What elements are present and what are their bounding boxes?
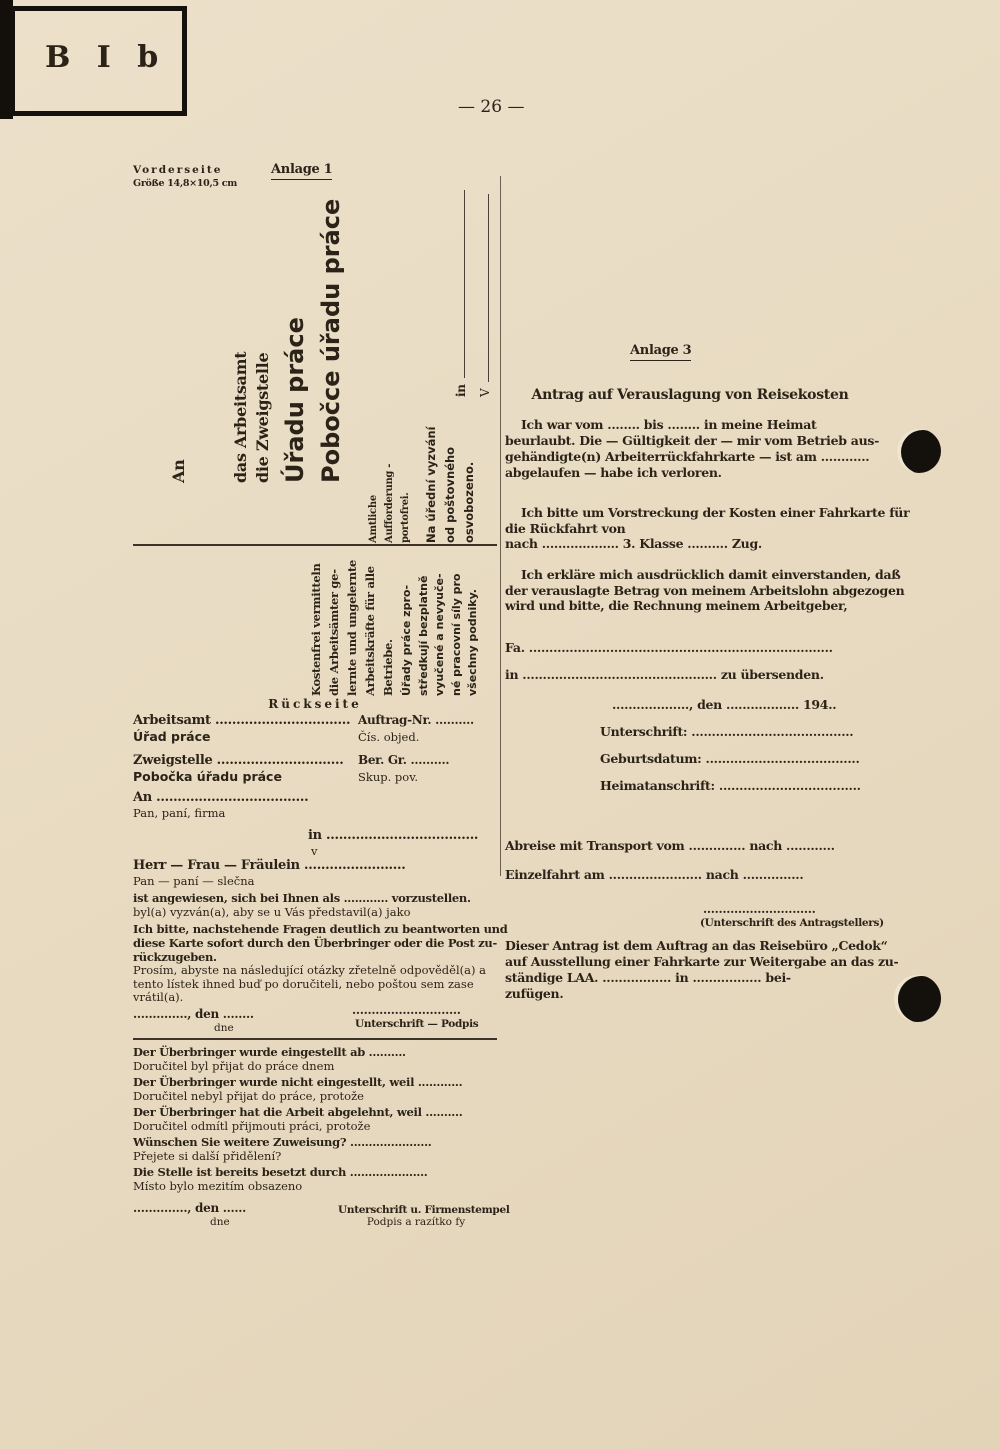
hole-punch-top bbox=[897, 429, 941, 473]
back-auftrag-nr: Auftrag-Nr. .......... bbox=[358, 713, 474, 727]
question-cs: Přejete si další přidělení? bbox=[133, 1149, 282, 1163]
front-v-label: V bbox=[478, 388, 492, 397]
anlage3-unterschrift: Unterschrift: ........................................ bbox=[600, 724, 854, 739]
anlage1-notice bbox=[305, 548, 483, 696]
front-franking-de bbox=[366, 464, 414, 543]
notice-cs-line: vyučené a nevyuče- bbox=[433, 573, 446, 696]
classification-label: B I b bbox=[45, 40, 167, 75]
page-number: — 26 — bbox=[458, 97, 525, 117]
divider-front-back bbox=[133, 544, 497, 546]
back-signature-label: Unterschrift — Podpis bbox=[355, 1018, 479, 1030]
notice-de-line: Kostenfrei vermitteln bbox=[309, 563, 323, 696]
back-herr-line: Herr — Frau — Fräulein ........................ bbox=[133, 858, 406, 873]
footer-sig-line2: Podpis a razítko fy bbox=[366, 1216, 466, 1228]
front-pobocce: Pobočce úřadu práce bbox=[317, 198, 345, 483]
footer-sig-line1: Unterschrift u. Firmenstempel bbox=[338, 1204, 510, 1216]
franking-de-line: Amtliche bbox=[368, 495, 379, 543]
anlage3-closing bbox=[505, 938, 898, 1002]
closing-line: ständige LAA. ................. in ................. bei- bbox=[505, 970, 791, 985]
front-an: An bbox=[169, 459, 188, 483]
anlage3-heading: Antrag auf Verauslagung von Reisekosten bbox=[531, 387, 849, 403]
front-urad-prace: Úřadu práce bbox=[281, 317, 309, 483]
para1-line: beurlaubt. Die — Gültigkeit der — mir vom Betrieb aus- bbox=[505, 433, 879, 448]
anlage1-title: Anlage 1 bbox=[271, 163, 332, 180]
back-request-cs bbox=[133, 964, 486, 1005]
question-de: Der Überbringer wurde eingestellt ab .......... bbox=[133, 1045, 406, 1059]
question-de: Der Überbringer wurde nicht eingestellt, weil ............ bbox=[133, 1075, 463, 1089]
notice-de bbox=[307, 560, 397, 696]
closing-line: zufügen. bbox=[505, 986, 564, 1001]
front-in-blank-line bbox=[454, 190, 465, 378]
anlage1-back-label: Rückseite bbox=[268, 697, 362, 711]
anlage3-sig-label: (Unterschrift des Antragstellers) bbox=[700, 917, 884, 929]
back-date-sub: dne bbox=[214, 1022, 234, 1034]
front-zweigstelle: die Zweigstelle bbox=[253, 352, 272, 483]
back-request-de bbox=[133, 922, 507, 964]
back-zweigstelle-line: Zweigstelle .............................. bbox=[133, 753, 344, 768]
anlage3-fa-line: Fa. ........................................................................... bbox=[505, 640, 833, 655]
request-de-line: rückzugeben. bbox=[133, 950, 217, 964]
request-cs-line: vrátil(a). bbox=[133, 990, 184, 1004]
request-cs-line: tento lístek ihned buď po doručiteli, nebo poštou sem zase bbox=[133, 976, 474, 991]
para2-line: nach ................... 3. Klasse .......... Zug. bbox=[505, 536, 762, 551]
anlage1-corner-size: Größe 14,8×10,5 cm bbox=[133, 178, 238, 189]
anlage3-in-line: in ................................................ zu übersenden. bbox=[505, 667, 824, 682]
question-cs: Místo bylo mezitím obsazeno bbox=[133, 1179, 303, 1193]
front-franking-cs bbox=[422, 427, 479, 543]
back-ber-gr: Ber. Gr. .......... bbox=[358, 753, 450, 767]
para1-line: gehändigte(n) Arbeiterrückfahrkarte — ist am ............ bbox=[505, 449, 870, 464]
notice-de-line: die Arbeitsämter ge- bbox=[327, 569, 341, 696]
para2-line: die Rückfahrt von bbox=[505, 520, 626, 536]
anlage3-para3 bbox=[505, 567, 904, 614]
notice-cs-line: všechny podniky. bbox=[466, 589, 479, 696]
anlage3-para2 bbox=[505, 505, 909, 552]
back-in-sub: v bbox=[311, 844, 318, 858]
request-de-line: diese Karte sofort durch den Überbringer oder die Post zu- bbox=[133, 936, 497, 950]
anlage1-front-rotated bbox=[140, 180, 495, 545]
front-arbeitsamt: das Arbeitsamt bbox=[231, 351, 250, 483]
question-de: Die Stelle ist bereits besetzt durch ..................... bbox=[133, 1165, 428, 1179]
notice-cs-line: né pracovní síly pro bbox=[449, 573, 463, 696]
question-cs: Doručitel odmítl přijmouti práci, protože bbox=[133, 1119, 371, 1133]
footer-date-sub: dne bbox=[210, 1216, 230, 1228]
franking-cs-line: osvobozeno. bbox=[462, 461, 476, 543]
para1-line: Ich war vom ........ bis ........ in meine Heimat bbox=[521, 417, 817, 432]
back-signature-dots: ............................ bbox=[352, 1003, 461, 1017]
franking-de-line: portofrei. bbox=[400, 492, 411, 543]
notice-cs-line: středkují bezplatně bbox=[416, 575, 430, 696]
classification-box bbox=[10, 6, 187, 116]
front-in-label: in bbox=[454, 384, 468, 397]
back-cis-objed: Čís. objed. bbox=[358, 730, 420, 744]
para3-line: wird und bitte, die Rechnung meinem Arbeitgeber, bbox=[505, 598, 848, 613]
footer-date-line: .............., den ...... bbox=[133, 1201, 247, 1215]
anlage3-sig-dots: ............................. bbox=[703, 902, 816, 916]
back-an-sub: Pan, paní, firma bbox=[133, 806, 226, 820]
hole-punch-bottom bbox=[894, 975, 941, 1022]
back-urad-prace: Úřad práce bbox=[133, 729, 211, 744]
franking-de-line: Aufforderung - bbox=[384, 463, 395, 543]
franking-cs-line: od poštovného bbox=[443, 446, 457, 543]
anlage1-notice-rotated bbox=[305, 548, 483, 696]
back-in-line: in .................................... bbox=[308, 828, 479, 843]
anlage1-corner-label: Vorderseite bbox=[133, 164, 223, 176]
back-arbeitsamt-line: Arbeitsamt ................................ bbox=[133, 713, 351, 728]
column-divider bbox=[500, 176, 501, 876]
back-skup-pov: Skup. pov. bbox=[358, 770, 418, 784]
notice-de-line: Arbeitskräfte für alle bbox=[363, 566, 377, 696]
back-pobocka: Pobočka úřadu práce bbox=[133, 769, 282, 784]
anlage3-date-line: ..................., den .................. 194.. bbox=[612, 697, 837, 712]
question-cs: Doručitel byl přijat do práce dnem bbox=[133, 1059, 335, 1073]
question-de: Der Überbringer hat die Arbeit abgelehnt, weil .......... bbox=[133, 1105, 463, 1119]
franking-cs-line: Na úřední vyzvání bbox=[424, 426, 438, 543]
back-angewiesen-cs: byl(a) vyzván(a), aby se u Vás představil(a) jako bbox=[133, 905, 411, 919]
para1-line: abgelaufen — habe ich verloren. bbox=[505, 465, 722, 480]
divider-questions bbox=[133, 1038, 497, 1040]
notice-cs bbox=[399, 573, 482, 696]
notice-de-line: Betriebe. bbox=[381, 639, 395, 696]
back-herr-sub: Pan — paní — slečna bbox=[133, 874, 255, 888]
question-de: Wünschen Sie weitere Zuweisung? ...................... bbox=[133, 1135, 432, 1149]
request-cs-line: Prosím, abyste na následující otázky zřetelně odpověděl(a) a bbox=[133, 963, 486, 977]
para3-line: Ich erkläre mich ausdrücklich damit einverstanden, daß bbox=[521, 567, 901, 582]
front-v-blank-line bbox=[478, 194, 489, 382]
anlage3-einzelfahrt: Einzelfahrt am ....................... nach ............... bbox=[505, 867, 804, 882]
anlage3-geburtsdatum: Geburtsdatum: ...................................... bbox=[600, 751, 860, 766]
para2-line: Ich bitte um Vorstreckung der Kosten einer Fahrkarte für bbox=[521, 505, 910, 520]
closing-line: Dieser Antrag ist dem Auftrag an das Reisebüro „Cedok“ bbox=[505, 938, 888, 953]
back-an-line: An .................................... bbox=[133, 790, 309, 805]
notice-de-line: lernte und ungelernte bbox=[345, 559, 359, 696]
anlage3-para1 bbox=[505, 417, 879, 481]
front-v-row bbox=[478, 194, 493, 397]
request-de-line: Ich bitte, nachstehende Fragen deutlich zu beantworten und bbox=[133, 922, 508, 936]
back-date-line: .............., den ........ bbox=[133, 1007, 254, 1021]
anlage1-front-card bbox=[140, 180, 495, 545]
anlage3-abreise: Abreise mit Transport vom .............. nach ............ bbox=[505, 838, 835, 853]
question-cs: Doručitel nebyl přijat do práce, protože bbox=[133, 1089, 364, 1103]
closing-line: auf Ausstellung einer Fahrkarte zur Weitergabe an das zu- bbox=[505, 954, 899, 969]
anlage3-title: Anlage 3 bbox=[630, 344, 691, 361]
anlage3-heimatanschrift: Heimatanschrift: ................................... bbox=[600, 778, 861, 793]
para3-line: der verauslagte Betrag von meinem Arbeitslohn abgezogen bbox=[505, 582, 905, 598]
front-in-row bbox=[454, 190, 469, 397]
back-angewiesen-de: ist angewiesen, sich bei Ihnen als ............ vorzustellen. bbox=[133, 891, 471, 905]
notice-cs-line: Úřady práce zpro- bbox=[400, 584, 413, 696]
